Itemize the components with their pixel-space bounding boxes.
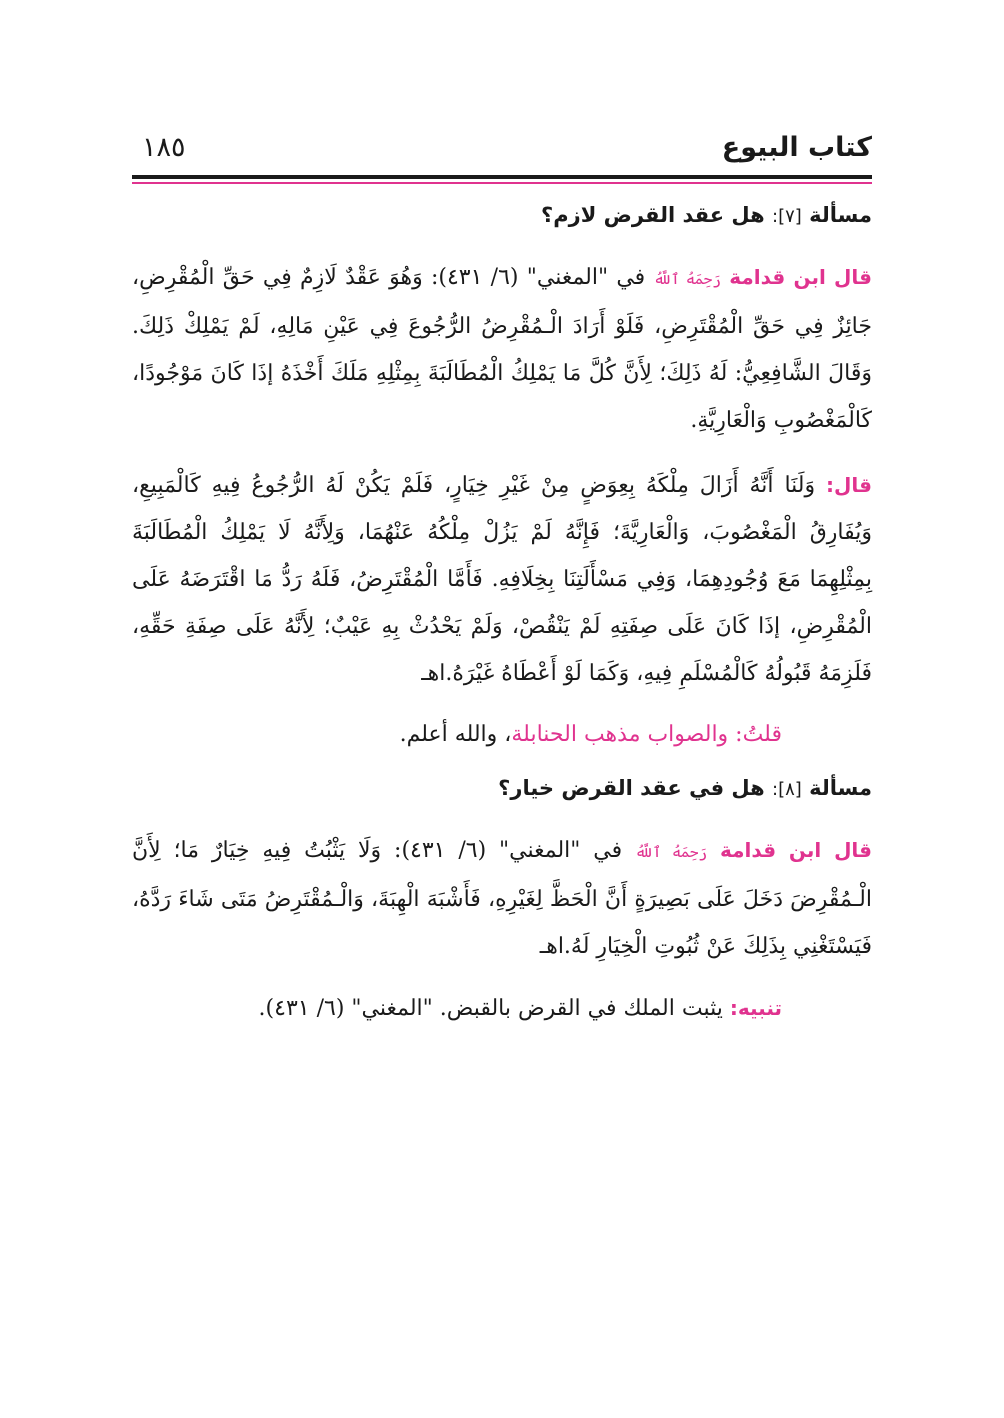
tanbih-text: يثبت الملك في القرض بالقبض. "المغني" (٦/ ٤٣١). [258, 996, 730, 1021]
question-label: مسألة [809, 203, 872, 227]
quote-text: وَلَنَا أَنَّهُ أَزَالَ مِلْكَهُ بِعِوَضٍ مِنْ غَيْرِ خِيَارٍ، فَلَمْ يَكُنْ لَهُ الرُّجُوعُ فِيهِ كَالْمَبِيعِ، وَيُفَارِقُ الْمَغْصُوبَ، وَالْعَارِيَّةَ؛ فَإِنَّهُ لَمْ يَزُلْ مِلْكُهُ عَنْهُمَا، وَلِأَنَّهُ لَا يَمْلِكُ الْمُطَالَبَةَ بِمِثْلِهِمَا مَعَ وُجُودِهِمَا، وَفِي مَسْأَلَتِنَا بِخِلَافِهِ. فَأَمَّا الْمُقْتَرِضُ، فَلَهُ رَدُّ مَا اقْتَرَضَهُ عَلَى الْمُقْرِضِ، إذَا كَانَ عَلَى صِفَتِهِ لَمْ يَنْقُصْ، وَلَمْ يَحْدُثْ بِهِ عَيْبٌ؛ لِأَنَّهُ عَلَى صِفَةِ حَقِّهِ، فَلَزِمَهُ قَبُولُهُ كَالْمُسْلَمِ فِيهِ، وَكَمَا لَوْ أَعْطَاهُ غَيْرَهُ.اهـ [132, 473, 872, 686]
honorific: رَحِمَهُ ٱللَّهُ [634, 843, 708, 861]
speaker: قال: [826, 473, 872, 497]
question-ref: [٨]: [772, 779, 802, 800]
quote-paragraph [132, 462, 872, 697]
header-rule-pink [132, 182, 872, 184]
tanbih-note [132, 988, 872, 1029]
speaker: قال ابن قدامة [729, 265, 873, 289]
question-text: هل في عقد القرض خيار؟ [498, 776, 765, 800]
question-label: مسألة [809, 776, 872, 800]
book-title: كتاب البيوع [721, 132, 872, 163]
honorific: رَحِمَهُ ٱللَّهُ [653, 270, 721, 288]
page-body [132, 200, 872, 1029]
note-prefix: قلتُ: والصواب مذهب الحنابلة [511, 722, 782, 747]
author-note [132, 715, 872, 755]
question-heading [132, 773, 872, 805]
quote-text: في "المغني" (٦/ ٤٣١): وَلَا يَثْبُتُ فِيهِ خِيَارٌ مَا؛ لِأَنَّ الْـمُقْرِضَ دَخَلَ عَلَى بَصِيرَةٍ أَنَّ الْحَظَّ لِغَيْرِهِ، فَأَشْبَهَ الْهِبَةَ، وَالْـمُقْتَرِضُ مَتَى شَاءَ رَدَّهُ، فَيَسْتَغْنِي بِذَلِكَ عَنْ ثُبُوتِ الْخِيَارِ لَهُ.اهـ [132, 838, 872, 959]
page-number: ١٨٥ [142, 132, 186, 163]
speaker: قال ابن قدامة [720, 838, 873, 862]
tanbih-label: تنبيه: [729, 996, 782, 1020]
question-ref: [٧]: [772, 206, 802, 227]
quote-text: في "المغني" (٦/ ٤٣١): وَهُوَ عَقْدٌ لَازِمٌ فِي حَقِّ الْمُقْرِضِ، جَائِزٌ فِي حَقِّ الْمُقْتَرِضِ، فَلَوْ أَرَادَ الْـمُقْرِضُ الرُّجُوعَ فِي عَيْنِ مَالِهِ، لَمْ يَمْلِكْ ذَلِكَ. وَقَالَ الشَّافِعِيُّ: لَهُ ذَلِكَ؛ لِأَنَّ كُلَّ مَا يَمْلِكُ الْمُطَالَبَةَ بِمِثْلِهِ مَلَكَ أَخْذَهُ إذَا كَانَ مَوْجُودًا، كَالْمَغْصُوبِ وَالْعَارِيَّةِ. [132, 265, 872, 433]
header-rule-dark [132, 175, 872, 179]
question-heading [132, 200, 872, 232]
page-header [132, 128, 872, 172]
quote-paragraph [132, 827, 872, 970]
question-text: هل عقد القرض لازم؟ [541, 203, 765, 227]
quote-paragraph [132, 254, 872, 444]
note-suffix: ، والله أعلم. [399, 722, 512, 747]
